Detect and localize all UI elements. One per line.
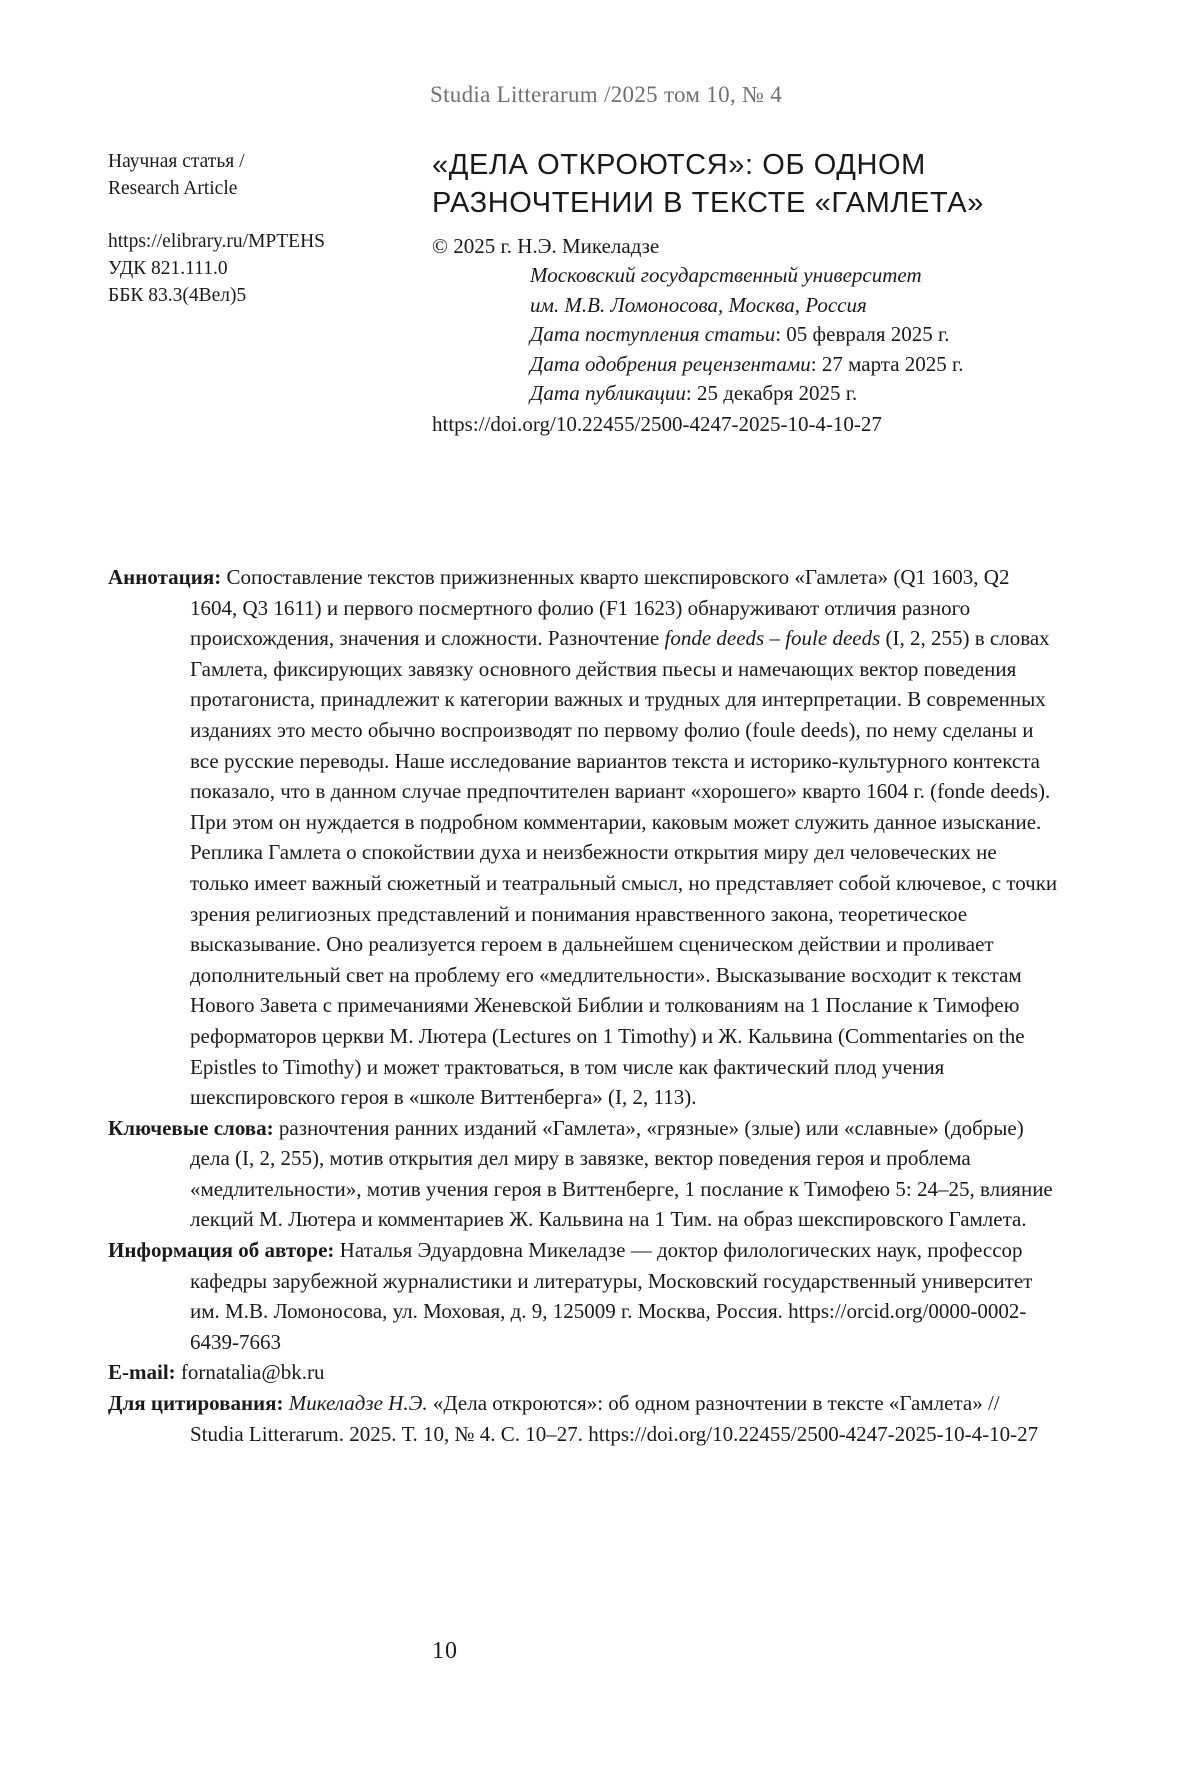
abstract-text-2: (I, 2, 255) в словах Гамлета, фиксирующих завязку основного действия пьесы и намечающих вектор поведения протагониста, принадлежит к категории важных и трудных для интерпретации. В современных изданиях это место обычно воспроизводят по первому фолио (foule deeds), по нему сделаны и все русские переводы. Наше исследование вариантов текста и историко-культурного контекста показало, что в данном случае предпочтителен вариант «хорошего» кварто 1604 г. (fonde deeds). При этом он нуждается в подробном комментарии, каковым может служить данное изыскание. Реплика Гамлета о спокойствии духа и неизбежности открытия миру дел человеческих не только имеет важный сюжетный и театральный смысл, но представляет собой ключевое, с точки зрения религиозных представлений и понимания нравственного закона, теоретическое высказывание. Оно реализуется героем в дальнейшем сценическом действии и проливает дополнительный свет на проблему его «медлительности». Высказывание восходит к текстам Нового Завета с примечаниями Женевской Библии и толкованиям на 1 Послание к Тимофею реформаторов церкви М. Лютера (Lectures on 1 Timothy) и Ж. Кальвина (Commentaries on the Epistles to Timothy) и может трактоваться, в том числе как фактический плод учения шекспировского героя в «школе Виттенберга» (I, 2, 113). [190, 626, 1058, 1110]
date-received-value: : 05 февраля 2025 г. [775, 322, 950, 346]
running-head: Studia Litterarum /2025 том 10, № 4 [430, 82, 783, 107]
abstract-paragraph [108, 562, 1058, 1113]
affiliation-block [432, 261, 1112, 409]
email-paragraph [108, 1357, 1058, 1388]
date-approved-label: Дата одобрения рецензентами [530, 351, 811, 376]
article-metadata [108, 148, 408, 309]
title-line-2: РАЗНОЧТЕНИИ В ТЕКСТЕ «ГАМЛЕТА» [432, 187, 984, 219]
page-number: 10 [432, 1638, 458, 1664]
citation-label: Для цитирования: [108, 1391, 284, 1416]
bbk-code: ББК 83.3(4Вел)5 [108, 285, 247, 306]
article-type-en: Research Article [108, 178, 238, 199]
date-published-value: : 25 декабря 2025 г. [685, 381, 858, 405]
article-type-ru: Научная статья / [108, 151, 245, 172]
date-published-label: Дата публикации [530, 381, 686, 405]
citation-paragraph [108, 1388, 1058, 1449]
date-received-label: Дата поступления статьи [530, 322, 776, 346]
title-line-1: «ДЕЛА ОТКРОЮТСЯ»: ОБ ОДНОМ [432, 149, 926, 181]
doi-link[interactable]: https://doi.org/10.22455/2500-4247-2025-10-4-10-27 [432, 411, 882, 436]
author-info-paragraph [108, 1235, 1058, 1357]
abstract-variants: fonde deeds – foule deeds [664, 626, 881, 651]
article-title [432, 146, 1112, 222]
date-published [530, 379, 1112, 409]
keywords-paragraph [108, 1113, 1058, 1235]
citation-text: «Дела откроются»: об одном разночтении в тексте «Гамлета» // Studia Litterarum. 2025. Т. 10, № 4. С. 10–27. https://doi.org/10.22455/2500-4247-2025-10-4-10-27 [190, 1391, 1039, 1446]
affiliation-line-1: Московский государственный университет [530, 263, 922, 287]
citation-author: Микеладзе Н.Э. [288, 1391, 428, 1416]
keywords-text: разночтения ранних изданий «Гамлета», «грязные» (злые) или «славные» (добрые) дела (I, 2, 255), мотив открытия дел миру в завязке, вектор поведения героя и проблема «медлительности», мотив учения героя в Виттенберге, 1 послание к Тимофею 5: 24–25, влияние лекций М. Лютера и комментариев Ж. Кальвина на 1 Тим. на образ шекспировского Гамлета. [190, 1115, 1053, 1232]
author-info-label: Информация об авторе: [108, 1238, 335, 1263]
elibrary-link[interactable]: https://elibrary.ru/MPTEHS [108, 231, 326, 252]
date-received [530, 320, 1112, 350]
email-address[interactable]: fornatalia@bk.ru [175, 1360, 325, 1385]
date-approved [530, 350, 1112, 380]
abstract-label: Аннотация: [108, 565, 222, 589]
abstract-section [108, 562, 1058, 1449]
affiliation-line-2: им. М.В. Ломоносова, Москва, Россия [530, 292, 867, 317]
udk-code: УДК 821.111.0 [108, 258, 228, 279]
abstract-text-1: Сопоставление текстов прижизненных кварто шекспировского «Гамлета» (Q1 1603, Q2 1604, Q3 1611) и первого посмертного фолио (F1 1623) обнаруживают отличия разного происхождения, значения и сложности. Разночтение [190, 565, 1010, 651]
keywords-label: Ключевые слова: [108, 1115, 274, 1140]
author-info-text: Наталья Эдуардовна Микеладзе — доктор филологических наук, профессор кафедры зарубежной журналистики и литературы, Московский государственный университет им. М.В. Ломоносова, ул. Моховая, д. 9, 125009 г. Москва, Россия. https://orcid.org/0000-0002-6439-7663 [190, 1238, 1033, 1354]
author-line: © 2025 г. Н.Э. Микеладзе [432, 234, 660, 258]
date-approved-value: : 27 марта 2025 г. [810, 351, 964, 376]
title-block [432, 146, 1112, 439]
email-label: E-mail: [108, 1360, 176, 1385]
